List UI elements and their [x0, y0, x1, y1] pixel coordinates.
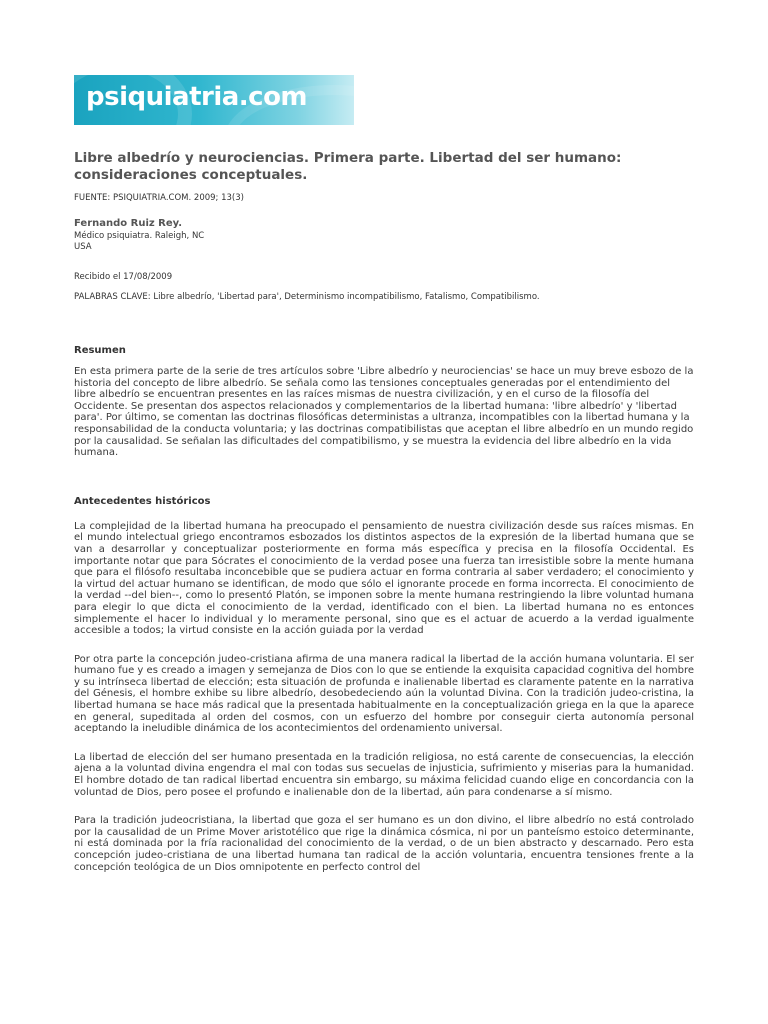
site-logo-banner[interactable] [74, 75, 354, 125]
paragraph-1: La complejidad de la libertad humana ha preocupado el pensamiento de nuestra civilización desde sus raíces mismas. En el mundo intelectual griego encontramos esbozados los distintos aspectos de la expresión de la libertad humana que se van a desarrollar y conceptualizar posteriormente en forma más específica y precisa en la filosofía Occidental. Es importante notar que para Sócrates el conocimiento de la verdad posee una fuerza tan irresistible sobre la mente humana que para el filósofo resultaba inconcebible que se pudiera actuar en forma contraria al saber verdadero; el conocimiento y la virtud del actuar humano se identifican, de modo que sólo el ignorante procede en forma incorrecta. El conocimiento de la verdad --del bien--, como lo presentó Platón, se imponen sobre la mente humana restringiendo la libre voluntad humana para elegir lo que dicta el conocimiento de la verdad, identificado con el bien. La libertad humana no es entonces simplemente el hacer lo individual y lo meramente personal, sino que es el actuar de acuerdo a la verdad igualmente accesible a todos; la virtud consiste en la acción guiada por la verdad [74, 520, 694, 637]
article-source: FUENTE: PSIQUIATRIA.COM. 2009; 13(3) [74, 193, 244, 203]
affiliation-line-1: Médico psiquiatra. Raleigh, NC [74, 231, 205, 241]
site-logo-text: psiquiatria.com [86, 82, 308, 112]
article-content [74, 150, 694, 873]
received-date: Recibido el 17/08/2009 [74, 272, 173, 282]
article-author: Fernando Ruiz Rey. [74, 218, 183, 229]
paragraph-3: La libertad de elección del ser humano presentada en la tradición religiosa, no está carente de consecuencias, la elección ajena a la voluntad divina engendra el mal con todas sus secuelas de injusticia, sufrimiento y miserias para la humanidad. El hombre dotado de tan radical libertad encuentra sin embargo, su máxima felicidad cuando elige en concordancia con la voluntad de Dios, pero posee el profundo e inalienable don de la libertad, aún para condenarse a sí mismo. [74, 751, 694, 798]
antecedentes-heading: Antecedentes históricos [74, 495, 211, 507]
affiliation-line-2: USA [74, 242, 92, 252]
paragraph-4: Para la tradición judeocristiana, la libertad que goza el ser humano es un don divino, el libre albedrío no está controlado por la causalidad de un Prime Mover aristotélico que rige la dinámica cósmica, ni por un panteísmo estoico determinante, ni está dominada por la fría racionalidad del conocimiento de la verdad, o de un bien abstracto y descarnado. Pero esta concepción judeo-cristiana de una libertad humana tan radical de la acción voluntaria, encuentra tensiones frente a la concepción teológica de un Dios omnipotente en perfecto control del [74, 815, 694, 873]
keywords: PALABRAS CLAVE: Libre albedrío, 'Libertad para', Determinismo incompatibilismo, Fatalismo, Compatibilismo. [74, 292, 540, 302]
resumen-heading: Resumen [74, 345, 126, 356]
resumen-text: En esta primera parte de la serie de tres artículos sobre 'Libre albedrío y neurociencias' se hace un muy breve esbozo de la historia del concepto de libre albedrío. Se señala como las tensiones conceptuales generadas por el entendimiento del libre albedrío se encuentran presentes en las raíces mismas de nuestra civilización, y en el curso de la filosofía del Occidente. Se presentan dos aspectos relacionados y complementarios de la libertad humana: 'libre albedrío' y 'libertad para'. Por último, se comentan las doctrinas filosóficas deterministas a ultranza, incompatibles con la libertad humana y la responsabilidad de la conducta voluntaria; y las doctrinas compatibilistas que aceptan el libre albedrío en un mundo regido por la causalidad. Se señalan las dificultades del compatibilismo, y se muestra la evidencia del libre albedrío en la vida humana. [74, 366, 694, 459]
paragraph-2: Por otra parte la concepción judeo-cristiana afirma de una manera radical la libertad de la acción humana voluntaria. El ser humano fue y es creado a imagen y semejanza de Dios con lo que se entiende la exquisita capacidad cognitiva del hombre y su intrínseca libertad de elección; esta situación de profunda e inalienable libertad es claramente patente en la narrativa del Génesis, el hombre exhibe su libre albedrío, desobedeciendo aún la voluntad Divina. Con la tradición judeo-cristina, la libertad humana se hace más radical que la presentada habitualmente en la conceptualización griega en la que la aparece en general, supeditada al orden del cosmos, con un esfuerzo del hombre por conseguir cierta autonomía personal aceptando la ineludible dinámica de los acontecimientos del ordenamiento universal. [74, 653, 694, 735]
author-affiliation [74, 231, 694, 253]
article-title: Libre albedrío y neurociencias. Primera parte. Libertad del ser humano: consideraciones conceptuales. [74, 150, 622, 183]
